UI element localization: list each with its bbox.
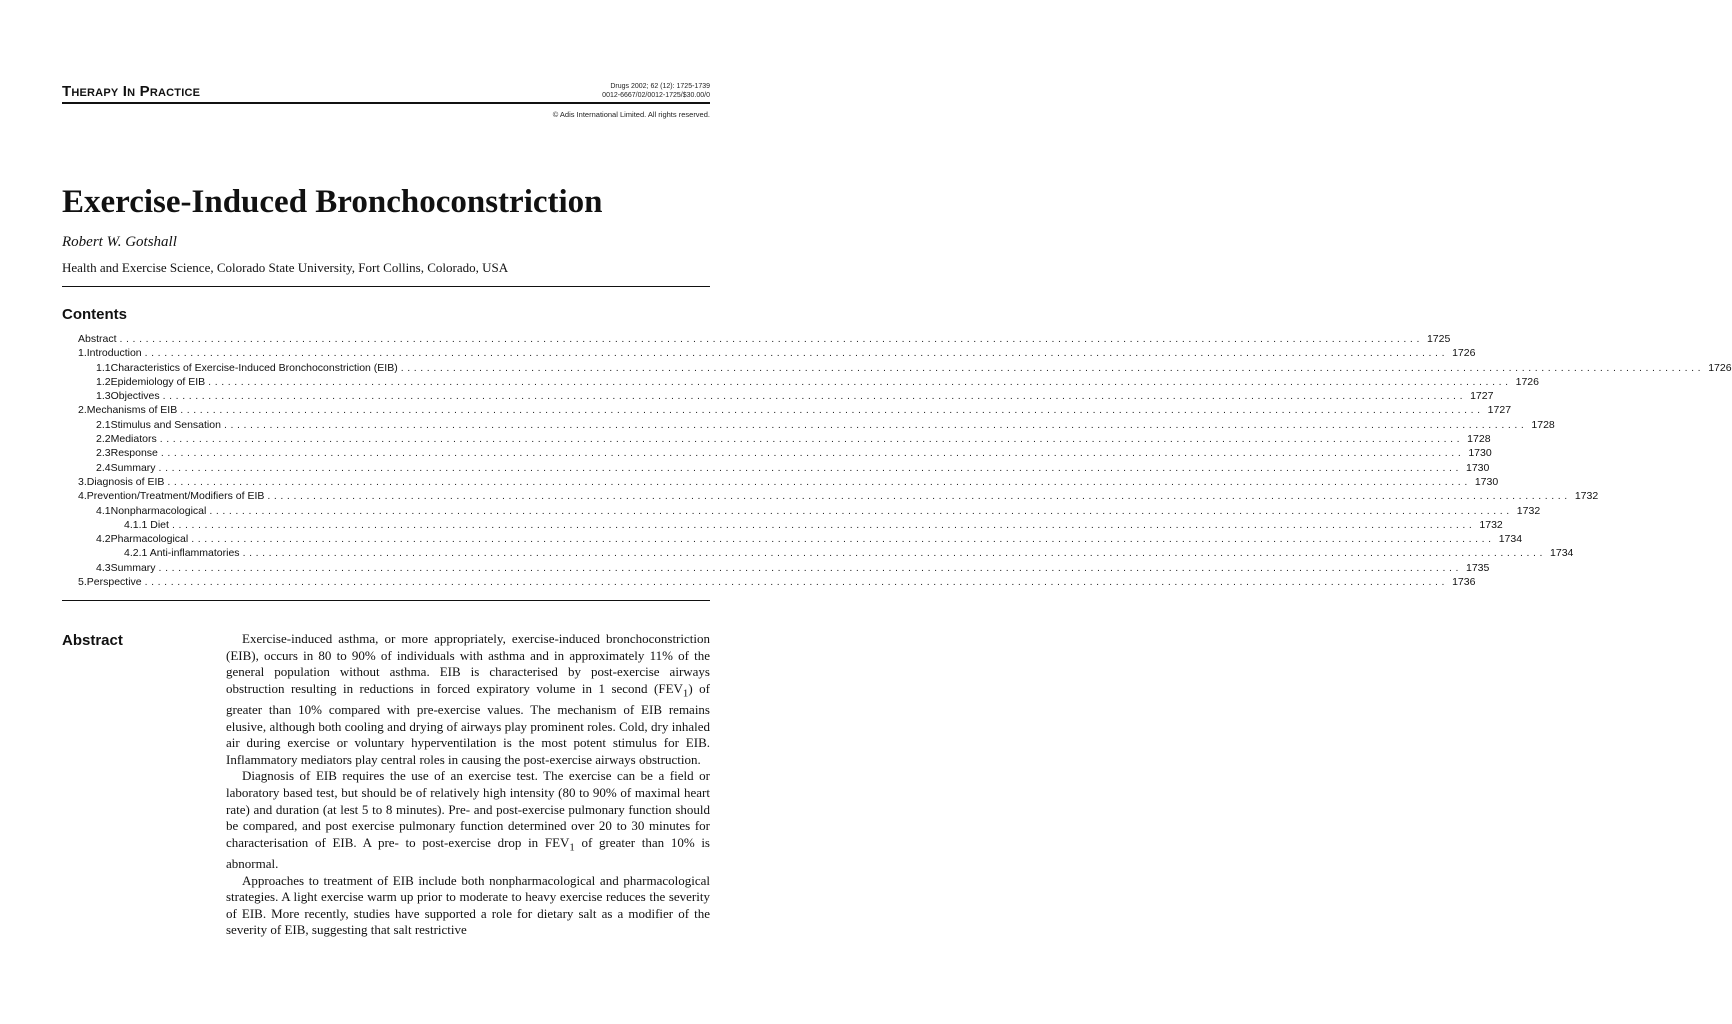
toc-entry-page: 1728 xyxy=(1531,418,1555,431)
toc-dot-leader: ........................................................................................................................................................................................................ xyxy=(167,475,1471,488)
abstract-body xyxy=(226,631,710,939)
table-of-contents xyxy=(78,332,1732,589)
toc-entry xyxy=(78,346,1476,360)
toc-entry-page: 1726 xyxy=(1708,361,1732,374)
citation-block xyxy=(602,82,710,100)
toc-entry-label: Nonpharmacological xyxy=(110,504,207,517)
toc-entry xyxy=(78,504,1541,518)
toc-entry-page: 1726 xyxy=(1452,347,1476,360)
toc-entry-page: 1736 xyxy=(1452,576,1476,589)
abstract-text: Exercise-induced asthma, or more appropriately, exercise-induced bronchoconstriction (EIB), occurs in 80 to 90% of individuals with asthma and in approximately 11% of the general population without asthma. EIB is characterised by post-exercise airways obstruction resulting in reductions in forced expiratory volume in 1 second (FEV xyxy=(226,631,710,696)
toc-entry-page: 1727 xyxy=(1470,390,1494,403)
toc-entry-label: Mediators xyxy=(110,433,157,446)
toc-entry-label: Summary xyxy=(110,561,156,574)
toc-entry-page: 1730 xyxy=(1468,447,1492,460)
toc-entry-number: 4.3 xyxy=(96,561,111,574)
toc-entry-page: 1732 xyxy=(1574,490,1599,503)
toc-dot-leader: ........................................................................................................................................................................................................ xyxy=(144,347,1449,360)
toc-dot-leader: ........................................................................................................................................................................................................ xyxy=(400,361,1705,374)
toc-entry-number: 4.2 xyxy=(96,533,111,546)
toc-entry-number: 2.1 xyxy=(96,418,111,431)
toc-dot-leader: ........................................................................................................................................................................................................ xyxy=(171,518,1476,531)
toc-entry xyxy=(78,461,1490,475)
toc-entry-label: Characteristics of Exercise-Induced Bronchoconstriction (EIB) xyxy=(110,361,398,374)
toc-entry-label: Pharmacological xyxy=(110,533,189,546)
toc-entry xyxy=(78,532,1523,546)
toc-dot-leader: ........................................................................................................................................................................................................ xyxy=(144,576,1449,589)
toc-entry-number: 4.1 xyxy=(96,504,111,517)
toc-entry-page: 1730 xyxy=(1466,461,1490,474)
author-affiliation: Health and Exercise Science, Colorado State University, Fort Collins, Colorado, USA xyxy=(62,260,509,275)
toc-entry-label: Diagnosis of EIB xyxy=(86,475,165,488)
toc-entry-number: 1.3 xyxy=(96,390,111,403)
toc-entry-label: Mechanisms of EIB xyxy=(86,404,178,417)
toc-entry-page: 1734 xyxy=(1550,547,1574,560)
copyright-notice: © Adis International Limited. All rights reserved. xyxy=(552,110,710,119)
toc-entry-page: 1730 xyxy=(1474,475,1499,488)
abstract-text: Diagnosis of EIB requires the use of an exercise test. The exercise can be a field or laboratory based test, but should be of relatively high intensity (80 to 90% of maximal heart rate) and duration (at lest 5 to 8 minutes). Pre- and post-exercise pulmonary function should be compared, and post exercise pulmonary function determined over 20 to 30 minutes for characterisation of EIB. A pre- to post-exercise drop in FEV xyxy=(226,768,710,850)
toc-entry-number: 2. xyxy=(78,404,87,417)
toc-entry-page: 1727 xyxy=(1487,404,1512,417)
abstract-paragraph xyxy=(226,768,710,872)
toc-dot-leader: ........................................................................................................................................................................................................ xyxy=(242,547,1547,560)
toc-entry-label: Response xyxy=(110,447,158,460)
toc-entry-number: 2.3 xyxy=(96,447,111,460)
toc-entry xyxy=(78,361,1732,375)
toc-entry xyxy=(78,332,1451,346)
toc-entry-number: 2.4 xyxy=(96,461,111,474)
toc-entry-label: Introduction xyxy=(86,347,142,360)
toc-entry-page: 1726 xyxy=(1515,375,1539,388)
title-divider xyxy=(62,286,710,287)
toc-entry-number: 2.2 xyxy=(96,433,111,446)
toc-entry xyxy=(78,561,1490,575)
subscript: 1 xyxy=(569,841,575,854)
toc-entry-number: 1.1 xyxy=(96,361,111,374)
toc-dot-leader: ........................................................................................................................................................................................................ xyxy=(158,461,1462,474)
toc-entry-label: Objectives xyxy=(110,390,160,403)
toc-entry xyxy=(78,403,1512,417)
toc-entry-label: Stimulus and Sensation xyxy=(110,418,221,431)
toc-entry-label: Prevention/Treatment/Modifiers of EIB xyxy=(86,490,265,503)
toc-dot-leader: ........................................................................................................................................................................................................ xyxy=(209,504,1513,517)
toc-entry-label: 4.2.1 Anti-inflammatories xyxy=(124,547,240,560)
journal-page xyxy=(62,0,1732,1024)
abstract-paragraph: Approaches to treatment of EIB include both nonpharmacological and pharmacological strategies. A light exercise warm up prior to moderate to heavy exercise reduces the severity of EIB. More recently, studies have supported a role for dietary salt as a modifier of the severity of EIB, suggesting that salt restrictive xyxy=(226,872,710,938)
toc-dot-leader: ........................................................................................................................................................................................................ xyxy=(208,375,1512,388)
toc-entry xyxy=(78,418,1555,432)
header-rule xyxy=(62,102,710,104)
toc-entry xyxy=(78,575,1476,589)
toc-entry xyxy=(78,389,1494,403)
citation-line: Drugs 2002; 62 (12): 1725-1739 xyxy=(610,83,710,90)
toc-entry-label: Summary xyxy=(110,461,156,474)
toc-entry xyxy=(78,475,1499,489)
toc-dot-leader: ........................................................................................................................................................................................................ xyxy=(160,447,1465,460)
author-name: Robert W. Gotshall xyxy=(62,234,177,250)
toc-dot-leader: ........................................................................................................................................................................................................ xyxy=(223,418,1528,431)
subscript: 1 xyxy=(682,687,689,700)
toc-entry xyxy=(78,375,1539,389)
toc-entry-label: Epidemiology of EIB xyxy=(110,375,206,388)
toc-dot-leader: ........................................................................................................................................................................................................ xyxy=(162,390,1467,403)
abstract-heading: Abstract xyxy=(62,632,123,649)
toc-entry-number: 1.2 xyxy=(96,375,111,388)
toc-dot-leader: ........................................................................................................................................................................................................ xyxy=(119,333,1423,345)
toc-entry-label: Perspective xyxy=(86,576,142,589)
toc-entry-page: 1728 xyxy=(1467,433,1491,446)
toc-entry-label: Abstract xyxy=(78,333,117,345)
toc-entry-page: 1725 xyxy=(1426,333,1451,345)
toc-entry xyxy=(78,446,1492,460)
toc-entry-number: 4. xyxy=(78,490,87,503)
issn-line: 0012-6667/02/0012-1725/$30.00/0 xyxy=(602,92,710,99)
contents-heading: Contents xyxy=(62,306,127,323)
toc-entry-number: 5. xyxy=(78,576,87,589)
toc-entry-page: 1734 xyxy=(1498,533,1523,546)
toc-dot-leader: ........................................................................................................................................................................................................ xyxy=(191,533,1495,546)
toc-dot-leader: ........................................................................................................................................................................................................ xyxy=(267,490,1571,503)
toc-entry-page: 1735 xyxy=(1466,561,1490,574)
toc-dot-leader: ........................................................................................................................................................................................................ xyxy=(159,433,1464,446)
toc-entry-number: 1. xyxy=(78,347,87,360)
toc-dot-leader: ........................................................................................................................................................................................................ xyxy=(158,561,1462,574)
toc-entry xyxy=(78,518,1503,532)
toc-dot-leader: ........................................................................................................................................................................................................ xyxy=(180,404,1484,417)
abstract-text: of greater than 10% is abnormal. xyxy=(226,834,710,871)
toc-entry-label: 4.1.1 Diet xyxy=(124,518,169,531)
toc-entry-number: 3. xyxy=(78,475,87,488)
toc-entry xyxy=(78,489,1599,503)
abstract-paragraph xyxy=(226,631,710,768)
toc-entry xyxy=(78,432,1491,446)
series-name: Therapy In Practice xyxy=(62,83,201,100)
abstract-text: ) of greater than 10% compared with pre-exercise values. The mechanism of EIB remains elusive, although both cooling and drying of airways play prominent roles. Cold, dry inhaled air during exercise or voluntary hyperventilation is the most potent stimulus for EIB. Inflammatory mediators play central roles in causing the post-exercise airways obstruction. xyxy=(226,680,710,767)
toc-entry-page: 1732 xyxy=(1479,518,1503,531)
toc-entry-page: 1732 xyxy=(1516,504,1541,517)
article-title: Exercise-Induced Bronchoconstriction xyxy=(62,184,603,220)
contents-divider xyxy=(62,600,710,601)
toc-entry xyxy=(78,546,1574,560)
